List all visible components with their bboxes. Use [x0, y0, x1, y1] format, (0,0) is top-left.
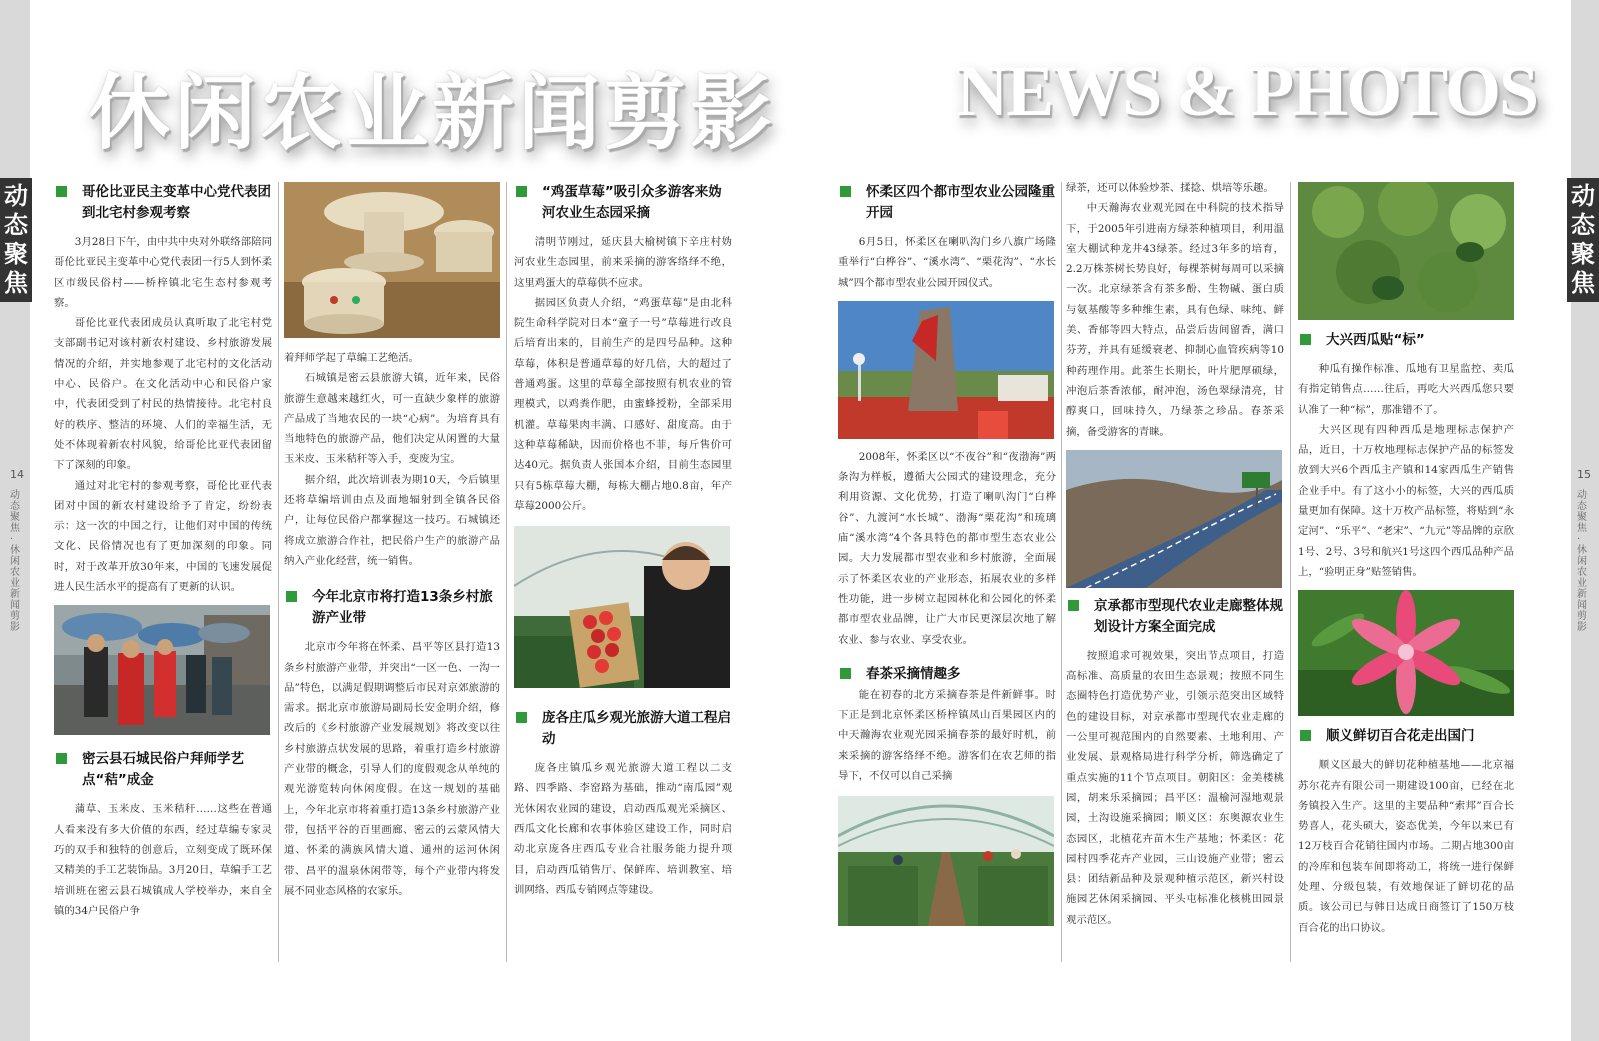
article-paragraph: 着拜师学起了草编工艺绝活。 [284, 352, 420, 364]
column-2 [284, 182, 500, 901]
article-paragraph: 中天瀚海农业观光园在中科院的技术指导下，于2005年引进南方绿茶种植项目，利用温室大棚试种龙井43绿茶。经过3年多的培育，2.2万株茶树长势良好，每棵茶树每周可以采摘一次。北京绿茶含有茶多酚、生物碱、蛋白质与氨基酸等多种维生素，具有色绿、味纯、鲜美、香郁等四大特点，品尝后齿间留香，满口芬芳，并具有延缓衰老、抑制心血管疾病等10种药理作用。此茶生长期长，叶片肥厚硕绿，冲泡后茶香浓郁，耐冲泡，汤色翠绿清亮，甘醇爽口，回味持久，乃绿茶之珍品。春茶采摘，备受游客的青睐。 [1066, 202, 1284, 438]
page-number-right: 15 [1577, 468, 1591, 481]
article-heading [1298, 726, 1514, 747]
photo-visitors-umbrellas [54, 605, 270, 735]
column-1 [54, 178, 272, 921]
article-title-parks: 怀柔区四个都市型农业公园隆重开园 [866, 184, 1055, 221]
article-title-melonroad: 庞各庄瓜乡观光旅游大道工程启动 [542, 710, 731, 748]
photo-highway [1066, 450, 1282, 588]
page-running-title-right: 动态聚焦·休闲农业新闻剪影 [1577, 490, 1587, 633]
photo-tea-greenhouse [838, 796, 1054, 926]
section-tab-left: 动态聚焦 [0, 178, 32, 302]
article-heading [838, 182, 1056, 224]
article-paragraph: 大兴区现有四种西瓜是地理标志保护产品，近日，十万枚地理标志保护产品的标签发放到大兴6个西瓜主产镇和14家西瓜生产销售企业手中。有了这小小的标签，大兴的西瓜质量更加有保障。这十万枚产品标签，将贴到“永定河”、“乐平”、“老宋”、“九元”等品牌的京欣1号、2号、3号和航兴1号这四个西瓜品种产品上，“验明正身”贴签销售。 [1298, 423, 1514, 578]
article-paragraph: 3月28日下午，由中共中央对外联络部陪同哥伦比亚民主变革中心党代表团一行5人到怀柔区市级民俗村——桥梓镇北宅生态村参观考察。 [54, 236, 272, 309]
bullet-square-icon [1068, 600, 1079, 611]
article-paragraph: 能在初春的北方采摘春茶是件新鲜事。时下正是到北京怀柔区桥梓镇凤山百果园区内的中天瀚海农业观光园采摘春茶的最好时机，前来采摘的游客络绎不绝。游客们在农艺师的指导下，不仅可以自己采摘 [838, 688, 1056, 783]
column-6 [1298, 182, 1514, 938]
article-paragraph: 种瓜有操作标准、瓜地有卫星监控、卖瓜有指定销售点……往后，再吃大兴西瓜您只要认准了一种“标”，那准错不了。 [1298, 363, 1514, 416]
column-5 [1066, 178, 1284, 930]
article-paragraph: 蒲草、玉米皮、玉米秸秆……这些在普通人看来没有多大价值的东西，经过草编专家灵巧的双手和独特的创意后，立刻变成了既环保又精美的手工艺装饰品。3月20日，草编手工艺培训班在密云县石城镇成人学校举办，来自全镇的34户民俗户争 [54, 803, 272, 917]
bullet-square-icon [840, 668, 851, 679]
article-paragraph: 通过对北宅村的参观考察，哥伦比亚代表团对中国的新农村建设给予了肯定，纷纷表示：这一次的中国之行，让他们对中国的传统文化、民俗情况也有了更加深刻的印象。同时，对于改革开放30年来，中国的飞速发展促进人民生活水平的提高有了更新的认识。 [54, 479, 272, 594]
article-paragraph: 清明节刚过，延庆县大榆树镇下辛庄村妫河农业生态园里，前来采摘的游客络绎不绝，这里鸡蛋大的草莓供不应求。 [514, 236, 732, 289]
bullet-square-icon [1300, 334, 1311, 345]
article-heading [54, 749, 272, 791]
article-heading [514, 708, 732, 750]
article-paragraph: 据园区负责人介绍，“鸡蛋草莓”是由北科院生命科学院对日本“童子一号”草莓进行改良后培育出来的，目前生产的是四号品种。这种草莓，体积是普通草莓的好几倍，大的超过了普通鸡蛋。这里的草莓全部按照有机农业的管理模式，以鸡粪作肥，由蜜蜂授粉，全部采用机灌。草莓果肉丰满、口感好、甜度高。由于这种草莓稀缺，因而价格也不菲，每斤售价可达40元。据负责人张国本介绍，目前生态园里只有5栋草莓大棚，每栋大棚占地0.8亩，年产草莓2000公斤。 [514, 296, 732, 512]
column-4 [838, 178, 1056, 926]
article-paragraph: 北京市今年将在怀柔、昌平等区县打造13条乡村旅游产业带，并突出“一区一色、一沟一品”特色，以满足假期调整后市民对京郊旅游的需求。据北京市旅游局副局长安金明介绍，修改后的《乡村旅游产业发展规划》将改变以往乡村旅游点状发展的思路，着重打造乡村旅游产业带的概念，引导人们的度假观念从单纯的观光游览转向休闲度假。在这一规划的基础上，今年北京市将着重打造13条乡村旅游产业带，包括平谷的百里画廊、密云的云蒙风情大道、怀柔的满族风情大道、通州的运河休闲带、昌平的温泉休闲带等，每个产业带内将发展不同业态风格的农家乐。 [284, 641, 500, 897]
article-title-shicheng: 密云县石城民俗户拜师学艺点“秸”成金 [82, 751, 244, 789]
page-title-chinese: 休闲农业新闻剪影 [88, 65, 777, 161]
photo-melon-field [1298, 182, 1514, 320]
page-number-left: 14 [10, 468, 24, 481]
page-title-english: NEWS & PHOTOS [956, 51, 1537, 131]
article-heading [54, 182, 272, 224]
bullet-square-icon [516, 712, 527, 723]
article-title-corridor: 京承都市型现代农业走廊整体规划设计方案全面完成 [1094, 597, 1283, 635]
bullet-square-icon [56, 753, 67, 764]
article-heading [1066, 596, 1284, 638]
article-title-routes: 今年北京市将打造13条乡村旅游产业带 [312, 589, 493, 627]
article-paragraph: 哥伦比亚代表团成员认真听取了北宅村党支部副书记对该村新农村建设、乡村旅游发展情况的介绍，并实地参观了北宅村的文化活动中心、民俗户。在文化活动中心和民俗户家中，代表团受到了村民的热情接待。北宅村良好的秩序、整洁的环境、人们的幸福生活，无处不体现着新农村风貌，给哥伦比亚代表团留下了深刻的印象。 [54, 317, 272, 472]
article-paragraph: 2008年，怀柔区以“不夜谷”和“夜渤海”两条沟为样板，遵循大公园式的建设理念，充分利用资源、文化优势，打造了喇叭沟门“白桦谷”、九渡河“水长城”、渤海“栗花沟”和琉璃庙“溪水湾”4个各具特色的都市型生态农业公园。大力发展都市型农业和乡村旅游，全面展示了怀柔区农业的产业形态，拓展农业的多样性功能，进一步树立起园林化和公园化的怀柔都市型农业品牌，让广大市民更深层次地了解农业、参与农业、享受农业。 [838, 450, 1056, 646]
article-paragraph: 绿茶，还可以体验炒茶、揉捻、烘培等乐趣。 [1066, 182, 1274, 194]
article-heading [514, 182, 732, 224]
article-title-lily: 顺义鲜切百合花走出国门 [1326, 728, 1475, 745]
article-paragraph: 按照追求可视效果，突出节点项目，打造高标准、高质量的农田生态景观；按照不同生态圈特色打造优势产业，引领示范突出区域特色的建设目标，对京承都市型现代农业走廊的一公里可视范围内的自然要素、土地利用、产业发展、景观格局进行科学分析，筛选确定了重点实施的11个节点项目。朝阳区：金美楼桃园，胡来乐采摘园；昌平区：温榆河湿地观景园，土沟设施采摘园；顺义区：东奥源农业生态园区，北植花卉苗木生产基地；怀柔区：花园村四季花卉产业园，三山设施产业带；密云县：团结新品种及景观种植示范区，新兴村设施园艺休闲采摘园、平头屯标准化核桃田园景观示范区。 [1066, 649, 1284, 926]
article-title-colombia: 哥伦比亚民主变革中心党代表团到北宅村参观考察 [82, 184, 271, 221]
photo-lily-flower [1298, 590, 1514, 716]
bullet-square-icon [840, 186, 851, 197]
bullet-square-icon [286, 591, 297, 602]
article-heading [284, 587, 500, 629]
column-3 [514, 178, 732, 900]
article-paragraph: 石城镇是密云县旅游大镇，近年来，民俗旅游生意越来越红火，可一直缺少象样的旅游产品成了当地农民的一块“心病”。为培育具有当地特色的旅游产品，他们决定从闲置的大量玉米皮、玉米秸秆等入手，变废为宝。 [284, 372, 500, 466]
article-title-strawberry: “鸡蛋草莓”吸引众多游客来妫河农业生态园采摘 [542, 184, 722, 221]
page-running-title-left: 动态聚焦·休闲农业新闻剪影 [10, 490, 20, 633]
section-tab-right: 动态聚焦 [1567, 178, 1599, 302]
bullet-square-icon [56, 186, 67, 197]
article-paragraph: 据介绍，此次培训表为期10天，今后镇里还将草编培训由点及面地辐射到全镇各民俗户，让每位民俗户都掌握这一技巧。石城镇还将成立旅游合作社，把民俗户生产的旅游产品纳入产业化经营，统一销售。 [284, 473, 500, 567]
bullet-square-icon [1300, 730, 1311, 741]
article-paragraph: 庞各庄镇瓜乡观光旅游大道工程以二支路、四季路、李窑路为基础，推动“南瓜园”观光休闲农业园的建设，启动西瓜观光采摘区、西瓜文化长廊和农事体验区建设工作，同时启动北京庞各庄西瓜专业合社服务能力提升项目，启动西瓜销售厅、保鲜库、培训教室、培训网络、西瓜专销网点等建设。 [514, 762, 732, 896]
photo-park-opening [838, 301, 1054, 439]
photo-straw-crafts [284, 182, 500, 338]
article-title-daxing: 大兴西瓜贴“标” [1326, 332, 1425, 348]
article-paragraph: 6月5日，怀柔区在喇叭沟门乡八旗广场隆重举行“白桦谷”、“溪水湾”、“栗花沟”、“水长城”四个都市型农业公园开园仪式。 [838, 236, 1056, 289]
photo-strawberry-picker [514, 526, 730, 688]
bullet-square-icon [516, 186, 527, 197]
article-heading [1298, 330, 1514, 351]
article-paragraph: 顺义区最大的鲜切花种植基地——北京福苏尔花卉有限公司一期建设100亩，已经在北务镇投入生产。这里的主要品种“索邦”百合长势喜人，花头硕大，姿态优美，今年以来已有12万枝百合花销往国内市场。二期占地300亩的冷库和包装车间即将动工，将统一进行保鲜处理、分级包装，有效地保证了鲜切花的品质。该公司已与韩日达成日商签订了150万枝百合花的出口协议。 [1298, 759, 1514, 934]
article-title-tea: 春茶采摘情趣多 [866, 665, 961, 682]
article-heading [838, 664, 1056, 685]
